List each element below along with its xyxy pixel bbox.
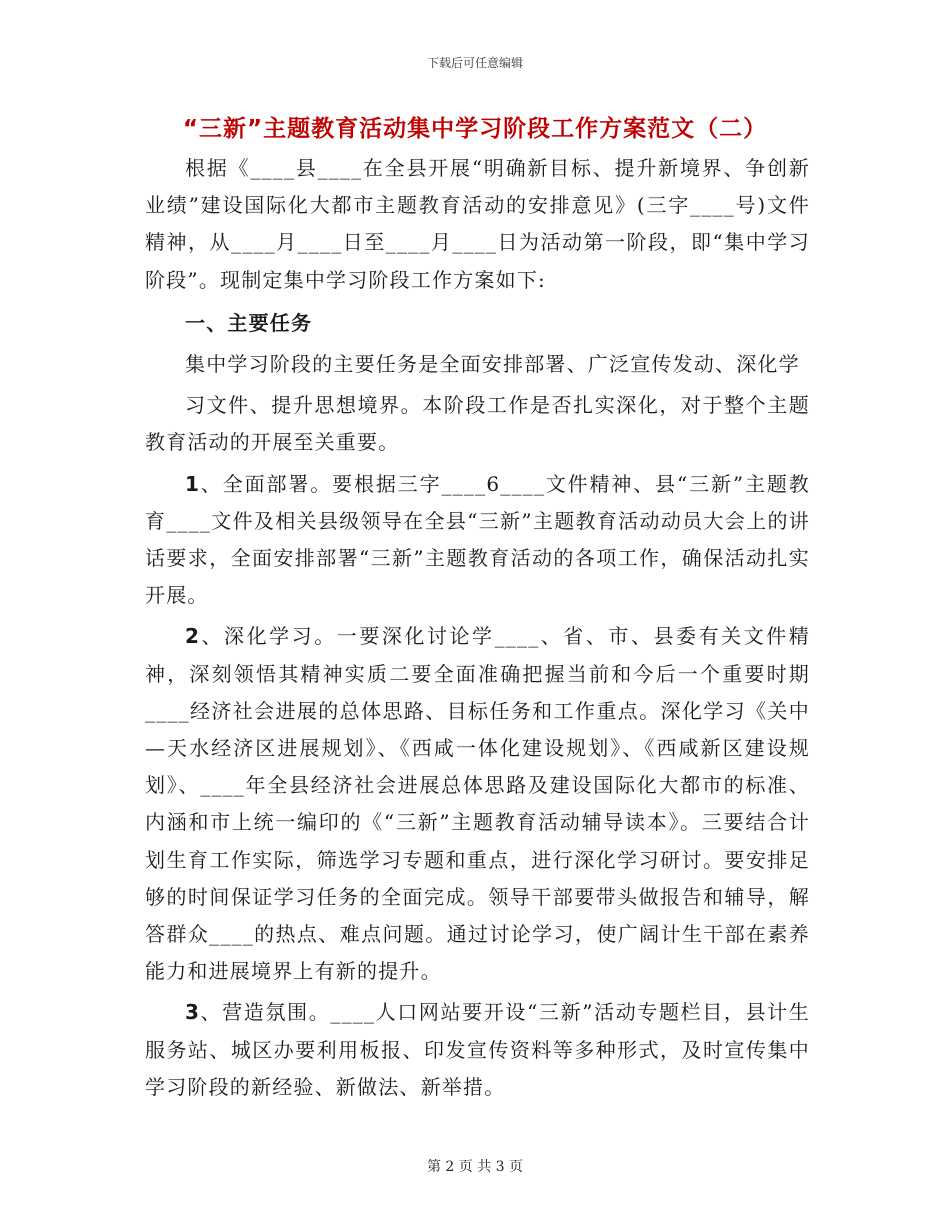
- section-heading: 一、主要任务: [185, 310, 313, 335]
- document-body: [145, 150, 810, 1110]
- item-2-paragraph: [145, 618, 810, 990]
- page-footer: 第 2 页 共 3 页: [426, 1159, 524, 1175]
- item-2-number: 2: [185, 624, 201, 649]
- item-1-text: 、全面部署。要根据三字____6____文件精神、县“三新”主题教育____文件及相关县级领导在全县“三新”主题教育活动动员大会上的讲话要求，全面安排部署“三新”主题教育活动的各项工作，确保活动扎实开展。: [145, 471, 810, 608]
- task-paragraph-b: 习文件、提升思想境界。本阶段工作是否扎实深化，对于整个主题教育活动的开展至关重要。: [145, 393, 810, 455]
- intro-paragraph: 根据《____县____在全县开展“明确新目标、提升新境界、争创新业绩”建设国际化大都市主题教育活动的安排意见》(三字____号)文件精神，从____月____日至____月____日为活动第一阶段，即“集中学习阶段”。现制定集中学习阶段工作方案如下:: [145, 156, 810, 292]
- item-1-number: 1: [185, 471, 201, 496]
- item-3-number: 3: [185, 1000, 201, 1025]
- document-title: “三新”主题教育活动集中学习阶段工作方案范文（二）: [182, 116, 768, 142]
- item-3-paragraph: [145, 994, 810, 1106]
- task-paragraph-a: 集中学习阶段的主要任务是全面安排部署、广泛宣传发动、深化学: [185, 352, 800, 377]
- item-1-paragraph: [145, 466, 810, 615]
- header-note: 下载后可任意编辑: [426, 56, 523, 70]
- item-3-text: 、营造氛围。____人口网站要开设“三新”活动专题栏目，县计生服务站、城区办要利用板报、印发宣传资料等多种形式，及时宣传集中学习阶段的新经验、新做法、新举措。: [145, 1000, 810, 1099]
- item-2-text: 、深化学习。一要深化讨论学____、省、市、县委有关文件精神，深刻领悟其精神实质二要全面准确把握当前和今后一个重要时期____经济社会进展的总体思路、目标任务和工作重点。深化学习《关中—天水经济区进展规划》、《西咸一体化建设规划》、《西咸新区建设规划》、____年全县经济社会进展总体思路及建设国际化大都市的标准、内涵和市上统一编印的《“三新”主题教育活动辅导读本》。三要结合计划生育工作实际，筛选学习专题和重点，进行深化学习研讨。要安排足够的时间保证学习任务的全面完成。领导干部要带头做报告和辅导，解答群众____的热点、难点问题。通过讨论学习，使广阔计生干部在素养能力和进展境界上有新的提升。: [145, 624, 810, 984]
